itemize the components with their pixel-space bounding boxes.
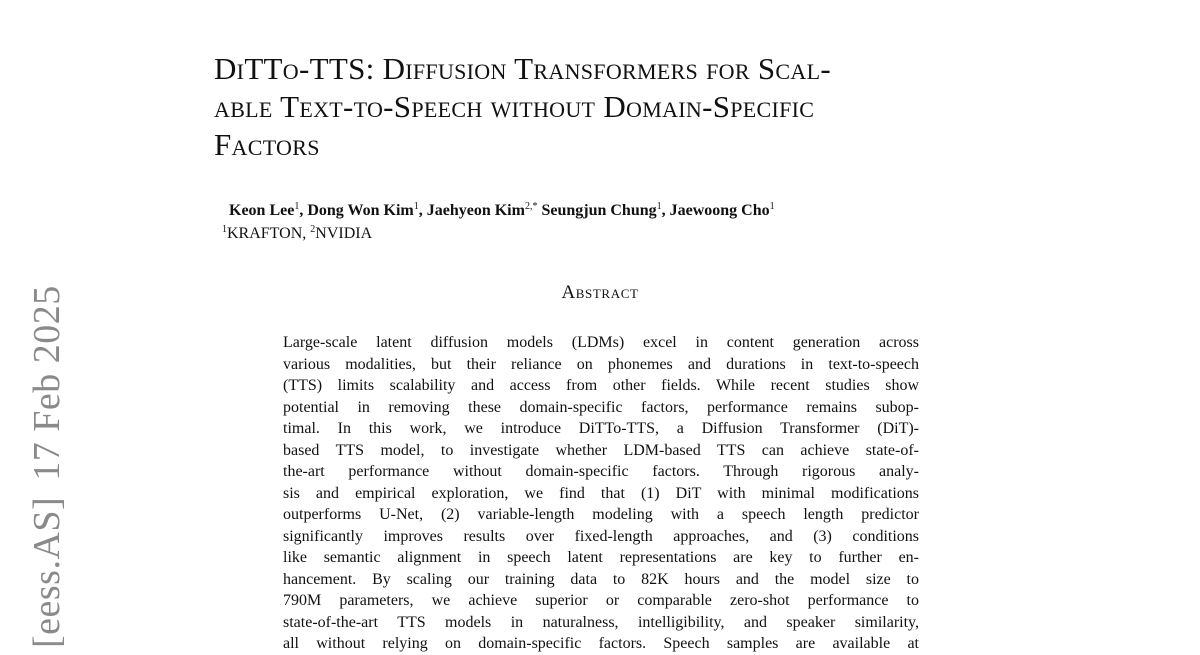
paper-title-line: able Text-to-Speech without Domain-Specific [214,89,815,124]
author-name: Jaewoong Cho [669,202,770,219]
abstract-line: Large-scale latent diffusion models (LDMs) excel in content generation across [283,334,919,351]
author-list [229,202,775,220]
abstract-body [283,332,919,655]
abstract-line: timal. In this work, we introduce DiTTo-TTS, a Diffusion Transformer (DiT)- [283,420,919,437]
author-name: Jaehyeon Kim [426,202,525,219]
abstract-line: (TTS) limits scalability and access from other fields. While recent studies show [283,377,919,394]
paper-title [214,50,1014,164]
abstract-line: all without relying on domain-specific factors. Speech samples are available at [283,635,919,652]
author-affiliation-mark: 1 [656,201,662,212]
abstract-line: outperforms U-Net, (2) variable-length modeling with a speech length predictor [283,506,919,523]
author-affiliation-mark: 1 [413,201,419,212]
paper-title-line: Factors [214,127,320,162]
affiliation-name: NVIDIA [315,225,373,242]
author-name: Dong Won Kim [307,202,414,219]
author-name: Seungjun Chung [541,202,657,219]
arxiv-category: [eess.AS] [26,496,68,648]
arxiv-date: 17 Feb 2025 [26,285,68,481]
abstract-line: 790M parameters, we achieve superior or comparable zero-shot performance to [283,592,919,609]
author-name: Keon Lee [229,202,295,219]
affiliation-mark: 1 [222,224,227,235]
affiliation-mark: 2 [310,224,316,235]
abstract-line: sis and empirical exploration, we find that (1) DiT with minimal modifications [283,484,919,502]
arxiv-side-stamp [28,269,66,648]
author-affiliation-mark: 1 [294,201,300,212]
abstract-line: like semantic alignment in speech latent representations are key to further en- [283,549,919,566]
affiliation-line [222,225,372,243]
affiliation-separator: , [302,225,311,242]
abstract-line: the-art performance without domain-specific factors. Through rigorous analy- [283,463,919,480]
abstract-line: based TTS model, to investigate whether LDM-based TTS can achieve state-of- [283,441,919,459]
abstract-line: potential in removing these domain-specific factors, performance remains subop- [283,398,919,416]
author-affiliation-mark: 2,* [524,201,538,212]
author-affiliation-mark: 1 [769,201,775,212]
abstract-line: significantly improves results over fixed-length approaches, and (3) conditions [283,527,919,545]
author-separator: , [418,202,427,219]
author-separator: , [299,202,308,219]
author-separator: , [661,202,670,219]
paper-title-line: DiTTo-TTS: Diffusion Transformers for Scal- [214,51,831,86]
affiliation-name: KRAFTON [227,225,303,242]
abstract-line: various modalities, but their reliance on phonemes and durations in text-to-speech [283,355,919,373]
abstract-line: hancement. By scaling our training data to 82K hours and the model size to [283,570,919,588]
abstract-line: state-of-the-art TTS models in naturalness, intelligibility, and speaker similarity, [283,613,919,631]
abstract-heading: Abstract [561,282,639,303]
